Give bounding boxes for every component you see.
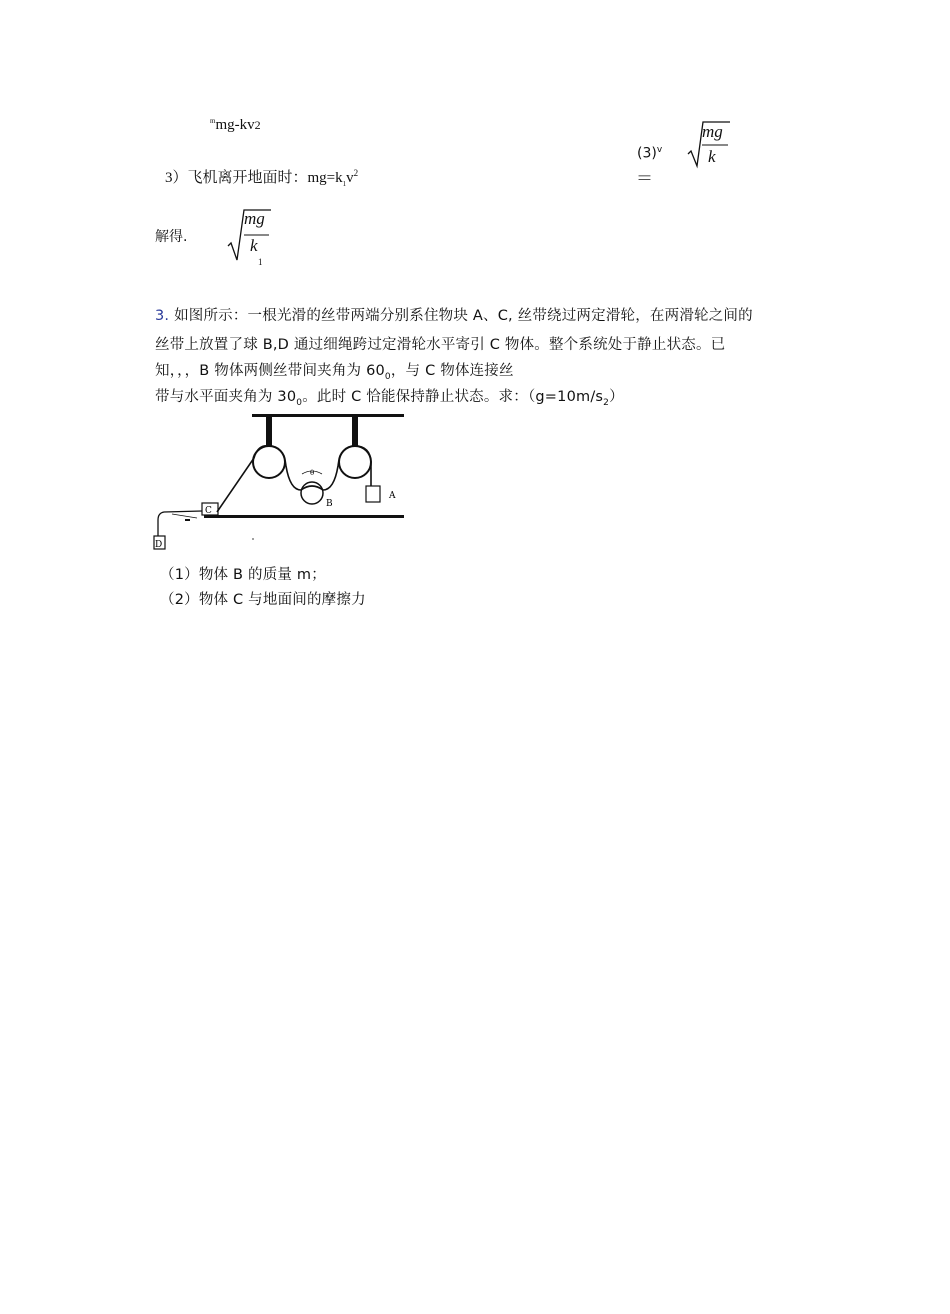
- question-2: （2）物体 C 与地面间的摩擦力: [160, 592, 366, 608]
- pulley-diagram: [152, 408, 412, 553]
- step3-exp: 2: [353, 168, 359, 178]
- formula-prefix: m: [210, 117, 216, 125]
- solution-numerator: mg: [244, 209, 265, 228]
- question-1: （1）物体 B 的质量 m；: [160, 567, 326, 583]
- ground-line: [204, 515, 404, 518]
- solution-denominator: k: [250, 236, 258, 255]
- problem3-line3: 知，，，B 物体两侧丝带间夹角为 $60_0$，与 C 物体连接丝: [155, 363, 514, 382]
- block-a: [366, 486, 380, 502]
- problem-number: 3.: [155, 308, 170, 324]
- step3-text: 3）飞机离开地面时：mg=k: [165, 170, 343, 186]
- solution-label: 解得.: [155, 229, 188, 245]
- formula-main: mg-kv: [215, 117, 255, 133]
- label-c: C: [205, 506, 212, 516]
- ribbon: [217, 446, 371, 512]
- step3-line: [165, 166, 358, 188]
- problem3-line4: 带与水平面夹角为 $30_0$。此时 C 恰能保持静止状态。求：$(g=10m/s_2)$: [155, 389, 624, 408]
- answer-numerator: mg: [702, 122, 723, 141]
- answer-sup: v: [656, 145, 663, 155]
- label-a: A: [389, 491, 396, 501]
- label-b: B: [326, 499, 333, 509]
- answer-label: $(3)^v$: [637, 145, 663, 162]
- formula-fragment: [210, 117, 261, 134]
- step3-v: v: [346, 170, 354, 186]
- label-d: D: [155, 540, 163, 550]
- answer-denominator: k: [708, 147, 716, 166]
- answer-equals: ＝: [636, 169, 653, 189]
- problem3-line1: 3. 如图所示：一根光滑的丝带两端分别系住物块 A、C, 丝带绕过两定滑轮，在两滑轮之间的: [155, 308, 753, 324]
- theta-label: θ: [310, 469, 315, 477]
- formula-sub: 2: [254, 118, 261, 132]
- ceiling-beam: [252, 414, 404, 417]
- pulley-support-right: [352, 417, 358, 447]
- rope-cd: [158, 511, 202, 536]
- problem3-line2: 丝带上放置了球 B,D 通过细绳跨过定滑轮水平寄引 C 物体。整个系统处于静止状态。已: [155, 337, 726, 353]
- step3-k-sub: 1: [342, 180, 347, 188]
- pulley-support-left: [266, 417, 272, 447]
- solution-den-sub: 1: [258, 257, 263, 267]
